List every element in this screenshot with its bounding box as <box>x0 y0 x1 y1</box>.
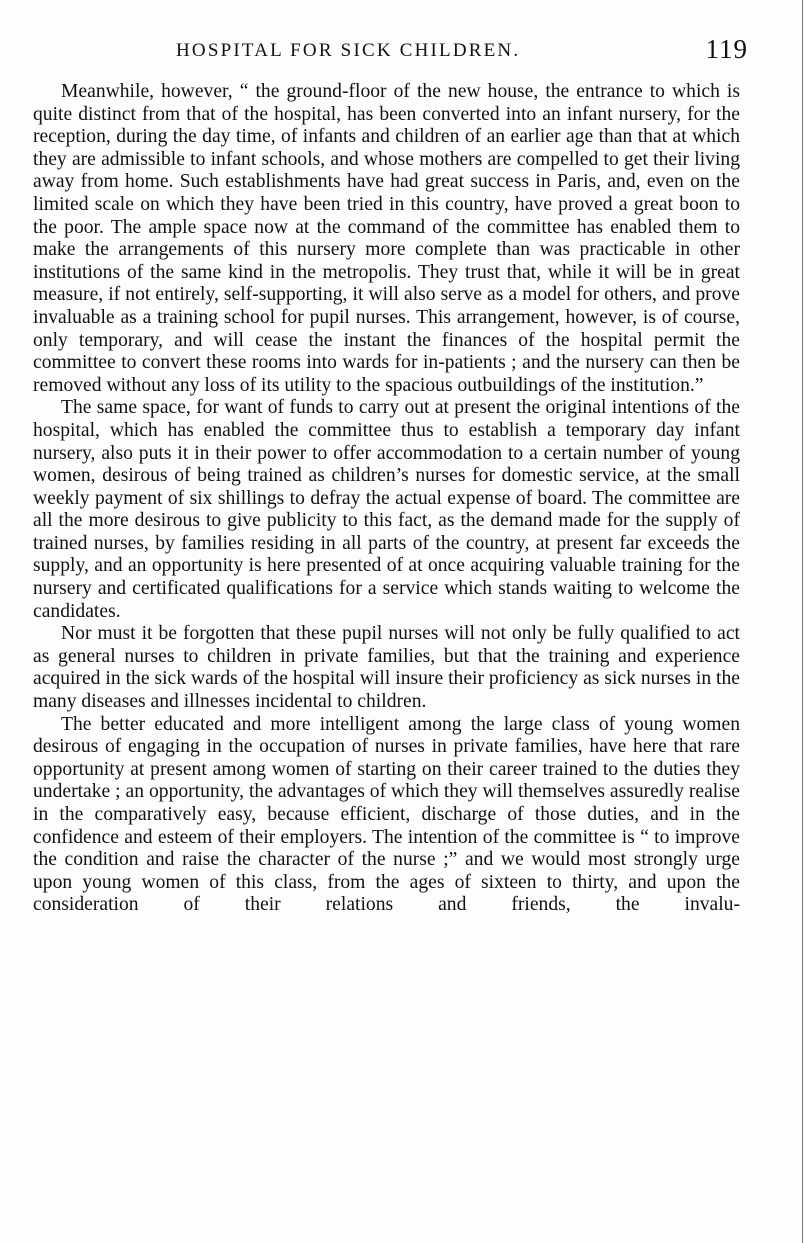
paragraph-qualification: Nor must it be forgotten that these pupil nurses will not only be fully qualified to act as general nurses to children in private families, but that the training and experience acquired in the sick wards of the hospital will insure their proficiency as sick nurses in the many diseases and illnesses incidental to children. <box>33 623 740 713</box>
paragraph-opportunity: The better educated and more intelligent among the large class of young women desirous of engaging in the occupation of nurses in private families, have here that rare opportunity at present among women of starting on their career trained to the duties they undertake ; an opportunity, the advantages of which they will themselves assuredly realise in the comparatively easy, because efficient, discharge of those duties, and in the confidence and esteem of their employers. The intention of the committee is “ to improve the condition and raise the character of the nurse ;” and we would most strongly urge upon young women of this class, from the ages of sixteen to thirty, and upon the consideration of their relations and friends, the invalu- <box>33 713 740 916</box>
running-head: HOSPITAL FOR SICK CHILDREN. <box>176 40 521 61</box>
page-number: 119 <box>705 34 748 64</box>
page-edge-line <box>802 0 803 1243</box>
paragraph-nursery: Meanwhile, however, “ the ground-floor of the new house, the entrance to which is quite distinct from that of the hospital, has been converted into an infant nursery, for the reception, during the day time, of infants and children of an earlier age than that at which they are admissible to infant schools, and whose mothers are compelled to get their living away from home. Such establishments have had great success in Paris, and, even on the limited scale on which they have been tried in this country, have proved a great boon to the poor. The ample space now at the command of the committee has enabled them to make the arrangements of this nursery more complete than was practicable in other institutions of the same kind in the metropolis. They trust that, while it will be in great measure, if not entirely, self-supporting, it will also serve as a model for others, and prove invaluable as a training school for pupil nurses. This arrangement, however, is of course, only temporary, and will cease the instant the finances of the hospital permit the committee to convert these rooms into wards for in-patients ; and the nursery can then be removed without any loss of its utility to the spacious outbuildings of the institution.” <box>33 81 740 396</box>
body-text <box>33 81 740 917</box>
page-header <box>176 34 748 68</box>
paragraph-pupil-nurses: The same space, for want of funds to carry out at present the original intentions of the hospital, which has enabled the committee thus to establish a temporary day infant nursery, also puts it in their power to offer accommodation to a certain number of young women, desirous of being trained as children’s nurses for domestic service, at the small weekly payment of six shillings to defray the actual expense of board. The committee are all the more desirous to give publicity to this fact, as the demand made for the supply of trained nurses, by families residing in all parts of the country, at present far exceeds the supply, and an opportunity is here presented of at once acquiring valuable training for the nursery and certificated qualifications for a service which stands waiting to welcome the candidates. <box>33 397 740 622</box>
